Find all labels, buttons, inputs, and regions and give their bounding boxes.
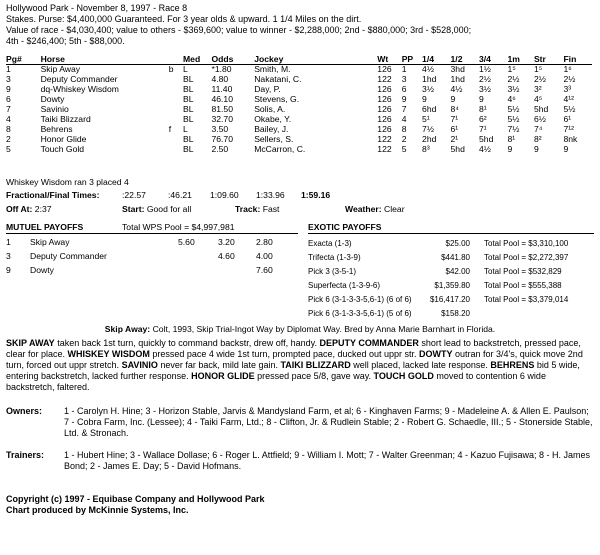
cell-finish: 1⁶ (563, 64, 572, 74)
cell-three-quarter: 4½ (479, 144, 491, 154)
result-row (6, 64, 592, 74)
comment-text: bid 5 wide, entering backstretch, lacked further response. (6, 360, 580, 381)
cell-wt: 126 (377, 94, 392, 104)
pedigree (0, 324, 600, 334)
fraction-4: 1:33.96 (256, 190, 285, 200)
cell-three-quarter: 8¹ (479, 104, 487, 114)
result-row (6, 74, 592, 84)
col-med: Med (183, 53, 201, 64)
result-row (6, 104, 592, 114)
fraction-2: :46.21 (168, 190, 192, 200)
cell-jockey: Smith, M. (254, 64, 291, 74)
cell-pp: 9 (401, 94, 407, 104)
cell-pg: 4 (6, 114, 11, 124)
cell-equip (169, 114, 183, 124)
cell-stretch: 1⁵ (533, 64, 543, 74)
col-three-quarter: 3/4 (479, 53, 491, 64)
cell-quarter: 7½ (422, 124, 434, 134)
comment-horse: TOUCH GOLD (373, 371, 434, 381)
result-row (6, 84, 592, 94)
cell-half: 6¹ (450, 124, 459, 134)
chart-credit: Chart produced by McKinnie Systems, Inc. (6, 505, 189, 515)
cell-equip (169, 144, 183, 154)
cell-mile: 1⁵ (507, 64, 516, 74)
col-pp: PP (401, 53, 414, 64)
copyright: Copyright (c) 1997 - Equibase Company and Hollywood Park (6, 494, 265, 504)
track-label: Track: (235, 204, 261, 214)
cell-odds: *1.80 (211, 64, 232, 74)
start-info (122, 204, 191, 214)
exotic-payoff: $1,359.80 (434, 281, 470, 290)
cell-half: 3hd (450, 64, 465, 74)
track-info (235, 204, 279, 214)
cell-stretch: 3² (533, 84, 542, 94)
cell-stretch: 9 (533, 144, 539, 154)
off-at-value: 2:37 (34, 204, 52, 214)
cell-half: 1hd (450, 74, 465, 84)
exotic-title: EXOTIC PAYOFFS (308, 222, 382, 232)
weather-value: Clear (384, 204, 405, 214)
cell-equip (169, 134, 183, 144)
comment-text: pressed pace 5/8, gave way. (254, 371, 374, 381)
cell-med: BL (183, 84, 194, 94)
comment-horse: DEPUTY COMMANDER (319, 338, 419, 348)
cell-stretch: 2½ (533, 74, 546, 84)
cell-equip: b (168, 64, 174, 74)
pedigree-text: Colt, 1993, Skip Trial-Ingot Way by Diplomat Way. Bred by Anna Marie Barnhart in Florida. (152, 324, 496, 334)
cell-odds: 4.80 (211, 74, 229, 84)
race-title: Hollywood Park - November 8, 1997 - Race 8 (6, 3, 188, 13)
cell-horse: dq-Whiskey Wisdom (40, 84, 119, 94)
cell-finish: 3³ (563, 84, 572, 94)
mutuel-horse: Deputy Commander (30, 251, 107, 261)
cell-finish: 9 (563, 144, 569, 154)
exotic-pool: Total Pool = $555,388 (484, 281, 562, 290)
cell-half: 5hd (450, 144, 465, 154)
exotic-payoff: $42.00 (445, 267, 470, 276)
cell-jockey: Day, P. (254, 84, 281, 94)
fraction-3: 1:09.60 (210, 190, 239, 200)
results-body (6, 64, 592, 154)
start-value: Good for all (146, 204, 192, 214)
cell-quarter: 2hd (422, 134, 437, 144)
cell-wt: 126 (377, 84, 392, 94)
cell-quarter: 8³ (422, 144, 430, 154)
mutuel-pg: 9 (6, 265, 11, 275)
race-value: Value of race - $4,030,400; value to others - $369,600; value to winner - $2,288,000; 2nd - $880,000; 3rd - $528,000; (6, 25, 472, 35)
exotic-bet: Pick 6 (3-1-3-3-5,6-1) (5 of 6) (308, 309, 412, 318)
exotic-payoff: $25.00 (445, 239, 470, 248)
mutuel-total: Total WPS Pool = $4,997,981 (122, 222, 235, 232)
result-row (6, 114, 592, 124)
cell-med: BL (183, 74, 194, 84)
mutuel-pg: 3 (6, 251, 11, 261)
cell-horse: Taiki Blizzard (40, 114, 91, 124)
cell-mile: 4⁶ (507, 94, 516, 104)
cell-jockey: Nakatani, C. (254, 74, 302, 84)
exotic-payoff: $441.80 (441, 253, 470, 262)
weather-label: Weather: (345, 204, 382, 214)
cell-finish: 5½ (563, 104, 576, 114)
off-at (6, 204, 52, 214)
comment-horse: DOWTY (419, 349, 453, 359)
cell-stretch: 5hd (533, 104, 549, 114)
cell-mile: 9 (507, 144, 513, 154)
cell-pp: 7 (401, 104, 407, 114)
cell-three-quarter: 3½ (479, 84, 491, 94)
col-half: 1/2 (450, 53, 463, 64)
exotic-rule (308, 233, 594, 234)
cell-mile: 2½ (507, 74, 520, 84)
exotic-bet: Pick 6 (3-1-3-3-5,6-1) (6 of 6) (308, 295, 412, 304)
cell-mile: 5½ (507, 104, 520, 114)
dq-note: Whiskey Wisdom ran 3 placed 4 (6, 177, 129, 187)
cell-mile: 8¹ (507, 134, 516, 144)
race-header (6, 3, 471, 47)
cell-equip (169, 104, 183, 114)
result-row (6, 94, 592, 104)
cell-wt: 126 (377, 104, 392, 114)
comment-text: taken back 1st turn, quickly to command backstr, drew off, handy. (54, 338, 320, 348)
cell-wt: 122 (377, 144, 392, 154)
cell-mile: 5½ (507, 114, 520, 124)
results-header-rule (6, 64, 592, 65)
trainers-text: 1 - Hubert Hine; 3 - Wallace Dollase; 6 - Roger L. Attfield; 9 - William I. Mott; 7 - Walter Greenman; 4 - Kazuo Fujisawa; 8 - H. James Bond; 2 - James E. Day; 5 - David Hofmans. (64, 450, 591, 471)
exotic-pool: Total Pool = $3,310,100 (484, 239, 569, 248)
cell-finish: 8nk (563, 134, 578, 144)
exotic-bet: Superfecta (1-3-9-6) (308, 281, 381, 290)
cell-pg: 3 (6, 74, 11, 84)
mutuel-place: 4.60 (218, 251, 235, 261)
cell-odds: 11.40 (211, 84, 233, 94)
cell-jockey: McCarron, C. (254, 144, 306, 154)
cell-three-quarter: 2½ (479, 74, 491, 84)
exotic-payoff: $16,417.20 (429, 295, 470, 304)
mutuel-win: 5.60 (178, 237, 195, 247)
cell-three-quarter: 9 (479, 94, 484, 104)
results-header-row (6, 53, 592, 64)
cell-pg: 5 (6, 144, 11, 154)
cell-quarter: 9 (422, 94, 427, 104)
mutuel-title: MUTUEL PAYOFFS (6, 222, 84, 232)
off-at-label: Off At: (6, 204, 33, 214)
col-jockey: Jockey (254, 53, 284, 64)
cell-quarter: 1hd (422, 74, 437, 84)
cell-wt: 122 (377, 74, 392, 84)
exotic-pool: Total Pool = $2,272,397 (484, 253, 569, 262)
comment-horse: SAVINIO (121, 360, 158, 370)
cell-half: 2¹ (450, 134, 459, 144)
fractions-label: Fractional/Final Times: (6, 190, 100, 200)
mutuel-horse: Skip Away (30, 237, 70, 247)
race-conditions: Stakes. Purse: $4,400,000 Guaranteed. For 3 year olds & upward. 1 1/4 Miles on the dirt. (6, 14, 362, 24)
cell-finish: 2½ (563, 74, 576, 84)
comment-horse: SKIP AWAY (6, 338, 55, 348)
cell-pg: 2 (6, 134, 11, 144)
cell-odds: 81.50 (211, 104, 233, 114)
cell-odds: 2.50 (211, 144, 229, 154)
cell-pp: 8 (401, 124, 407, 134)
results-table (6, 53, 592, 154)
col-odds: Odds (211, 53, 234, 64)
fraction-1: :22.57 (122, 190, 146, 200)
mutuel-show: 7.60 (256, 265, 273, 275)
exotic-pool: Total Pool = $3,379,014 (484, 295, 569, 304)
col-quarter: 1/4 (422, 53, 434, 64)
mutuel-horse: Dowty (30, 265, 54, 275)
exotic-bet: Pick 3 (3-5-1) (308, 267, 357, 276)
exotic-bet: Exacta (1-3) (308, 239, 352, 248)
col-mile: 1m (507, 53, 520, 64)
cell-wt: 126 (377, 114, 392, 124)
cell-horse: Honor Glide (40, 134, 87, 144)
mutuel-show: 4.00 (256, 251, 273, 261)
comment-text: well placed, lacked late response. (350, 360, 491, 370)
owners-label: Owners: (6, 406, 43, 416)
cell-equip: f (168, 124, 172, 134)
cell-med: L (183, 64, 188, 74)
comment-text: outran for 3/4's, quick move 2nd turn, forced out uppr stretch. (6, 349, 583, 370)
cell-quarter: 3½ (422, 84, 434, 94)
cell-med: BL (183, 134, 194, 144)
cell-wt: 126 (377, 124, 392, 134)
cell-odds: 76.70 (211, 134, 233, 144)
cell-equip (169, 94, 183, 104)
cell-half: 4½ (450, 84, 463, 94)
weather-info (345, 204, 405, 214)
cell-horse: Skip Away (40, 64, 81, 74)
cell-pp: 5 (401, 144, 407, 154)
cell-jockey: Okabe, Y. (254, 114, 292, 124)
mutuel-show: 2.80 (256, 237, 273, 247)
final-time: 1:59.16 (301, 190, 331, 200)
col-equip (169, 53, 183, 64)
cell-stretch: 4⁵ (533, 94, 543, 104)
result-row (6, 134, 592, 144)
cell-pp: 4 (401, 114, 407, 124)
cell-pg: 1 (6, 64, 11, 74)
exotic-pool: Total Pool = $532,829 (484, 267, 562, 276)
cell-pp: 1 (401, 64, 407, 74)
cell-med: BL (183, 114, 194, 124)
cell-three-quarter: 7¹ (479, 124, 487, 134)
cell-jockey: Solis, A. (254, 104, 286, 114)
cell-med: BL (183, 144, 194, 154)
mutuel-place: 3.20 (218, 237, 235, 247)
exotic-payoff: $158.20 (441, 309, 470, 318)
col-finish: Fin (563, 53, 577, 64)
comment-text: pressed pace 4 wide 1st turn, prompted pace, ducked out uppr str. (149, 349, 420, 359)
cell-horse: Touch Gold (40, 144, 85, 154)
cell-half: 8⁴ (450, 104, 460, 114)
mutuel-rule (6, 233, 298, 234)
cell-odds: 3.50 (211, 124, 229, 134)
cell-pp: 3 (401, 74, 407, 84)
cell-wt: 122 (377, 134, 392, 144)
cell-pg: 9 (6, 84, 11, 94)
start-label: Start: (122, 204, 145, 214)
comment-horse: BEHRENS (490, 360, 535, 370)
cell-odds: 32.70 (211, 114, 233, 124)
cell-three-quarter: 6² (479, 114, 487, 124)
comment-horse: HONOR GLIDE (191, 371, 255, 381)
comment-horse: WHISKEY WISDOM (67, 349, 150, 359)
result-row (6, 124, 592, 134)
comment-text: short lead to backstretch, pressed pace, clear for place. (6, 338, 581, 359)
cell-pp: 2 (401, 134, 407, 144)
cell-pg: 6 (6, 94, 11, 104)
cell-horse: Dowty (40, 94, 65, 104)
cell-jockey: Stevens, G. (254, 94, 300, 104)
cell-odds: 46.10 (211, 94, 233, 104)
cell-quarter: 5¹ (422, 114, 430, 124)
comment-text: moved to contention 6 wide backstretch, faltered. (6, 371, 546, 392)
race-value-cont: 4th - $246,400; 5th - $88,000. (6, 36, 125, 46)
cell-finish: 4¹² (563, 94, 574, 104)
cell-pg: 7 (6, 104, 11, 114)
cell-stretch: 6½ (533, 114, 546, 124)
cell-finish: 7¹² (563, 124, 574, 134)
cell-mile: 3½ (507, 84, 520, 94)
exotic-bet: Trifecta (1-3-9) (308, 253, 361, 262)
cell-three-quarter: 5hd (479, 134, 494, 144)
cell-pp: 6 (401, 84, 407, 94)
pedigree-horse: Skip Away: (104, 324, 151, 334)
cell-stretch: 7⁴ (533, 124, 543, 134)
comment-horse: TAIKI BLIZZARD (280, 360, 351, 370)
cell-pg: 8 (6, 124, 11, 134)
comment-text: never far back, mild late gain. (157, 360, 281, 370)
cell-med: L (183, 124, 188, 134)
cell-finish: 6¹ (563, 114, 572, 124)
cell-equip (169, 84, 183, 94)
cell-med: BL (183, 104, 194, 114)
cell-horse: Savinio (40, 104, 69, 114)
cell-wt: 126 (377, 64, 392, 74)
owners-text: 1 - Carolyn H. Hine; 3 - Horizon Stable, Jarvis & Mandysland Farm, et al; 6 - Kinghaven Farms; 9 - Madeleine A. & Allen E. Paulson; 7 - Cobra Farm, Inc. (Lessee); 4 - Taiki Farm, Ltd.; 8 - Clifton, Jr. & Rudlein Stable; 2 - Robert G. Schaedle, III.; 5 - Stonerside Stable, Ltd. & Stronach. (64, 406, 593, 438)
cell-horse: Deputy Commander (40, 74, 118, 84)
cell-half: 9 (450, 94, 456, 104)
cell-equip (169, 74, 183, 84)
col-pg: Pg# (6, 53, 22, 64)
col-wt: Wt (377, 53, 389, 64)
cell-horse: Behrens (40, 124, 73, 134)
cell-jockey: Bailey, J. (254, 124, 289, 134)
cell-half: 7¹ (450, 114, 459, 124)
cell-mile: 7½ (507, 124, 520, 134)
cell-med: BL (183, 94, 194, 104)
track-value: Fast (262, 204, 280, 214)
cell-jockey: Sellers, S. (254, 134, 294, 144)
cell-three-quarter: 1½ (479, 64, 491, 74)
result-row (6, 144, 592, 154)
col-horse: Horse (40, 53, 65, 64)
trainers-label: Trainers: (6, 450, 45, 460)
race-comments (6, 338, 594, 393)
mutuel-pg: 1 (6, 237, 11, 247)
cell-quarter: 6hd (422, 104, 437, 114)
cell-quarter: 4½ (422, 64, 434, 74)
cell-stretch: 8² (533, 134, 542, 144)
col-stretch: Str (533, 53, 546, 64)
